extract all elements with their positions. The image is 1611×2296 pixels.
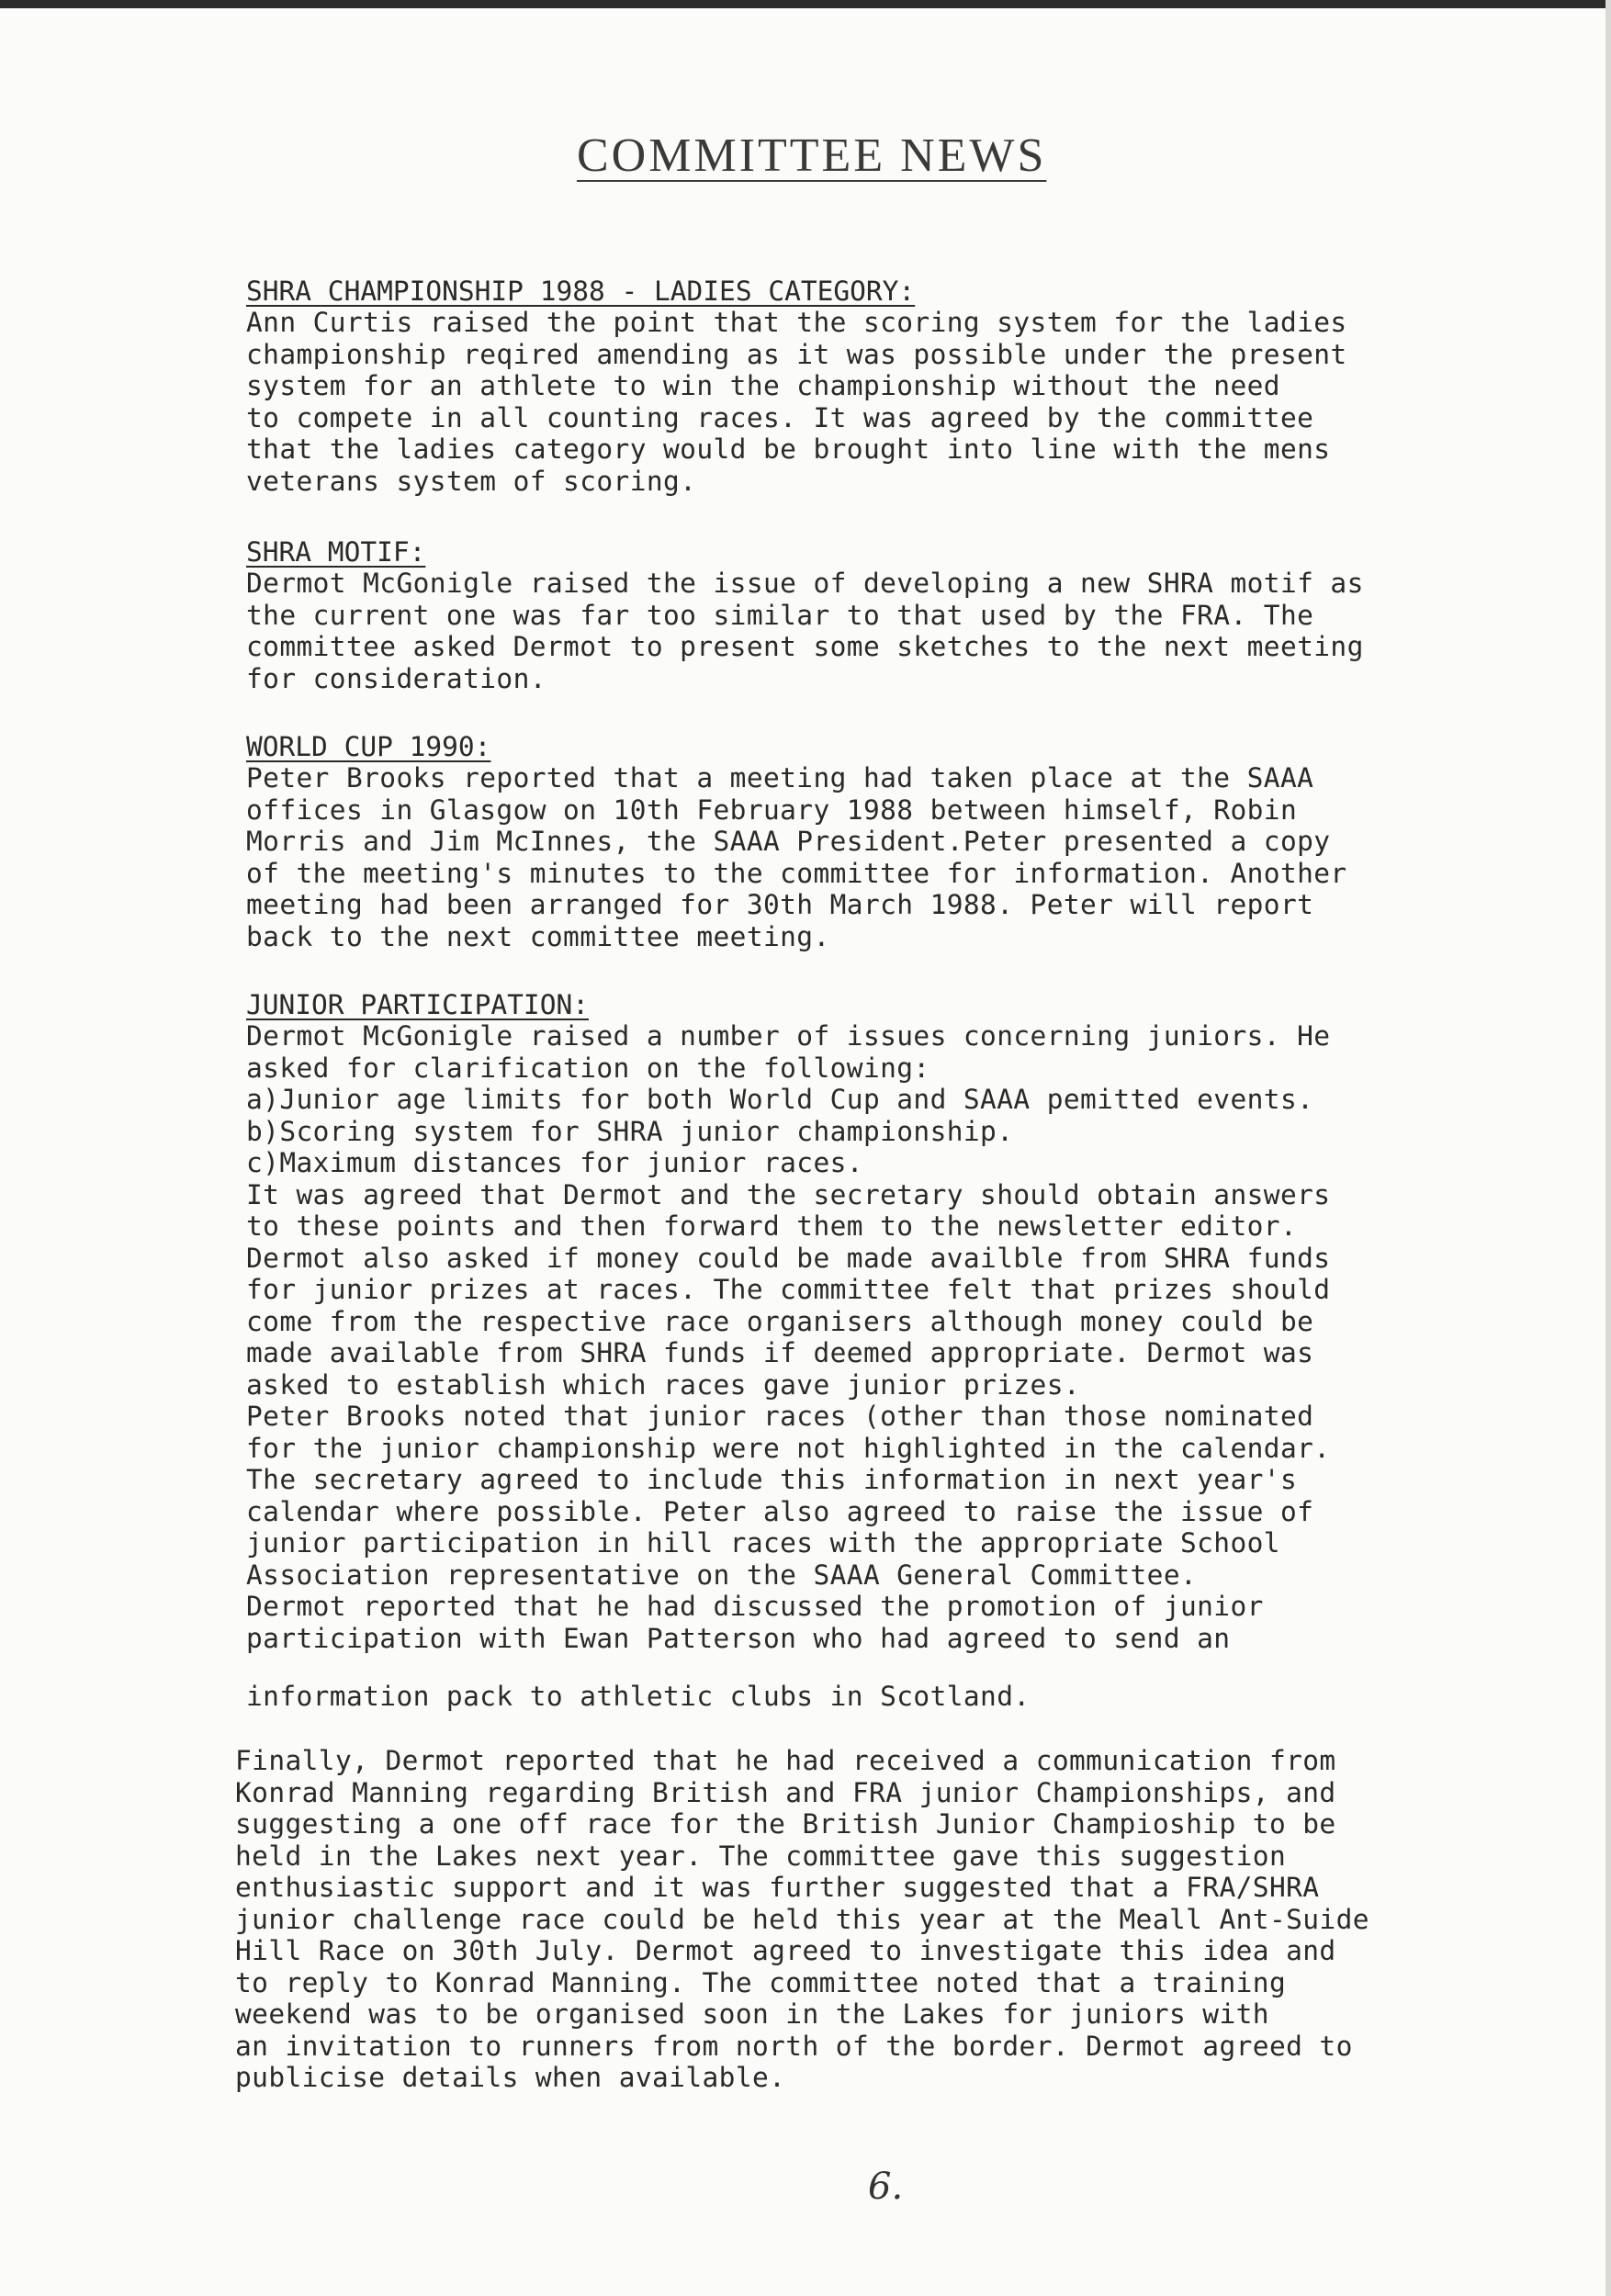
section-heading: JUNIOR PARTICIPATION: <box>246 989 589 1020</box>
body-line: c)Maximum distances for junior races. <box>246 1147 863 1178</box>
body-line: b)Scoring system for SHRA junior championship. <box>246 1115 1014 1147</box>
body-line: committee asked Dermot to present some sketches to the next meeting <box>246 631 1364 662</box>
body-line: meeting had been arranged for 30th March 1988. Peter will report <box>246 889 1314 920</box>
body-line: the current one was far too similar to that used by the FRA. The <box>246 599 1314 631</box>
body-line: for the junior championship were not highlighted in the calendar. <box>246 1432 1331 1464</box>
section-shra-motif <box>246 536 1550 694</box>
section-heading: SHRA MOTIF: <box>246 536 426 568</box>
body-line: an invitation to runners from north of the border. Dermot agreed to <box>235 2030 1353 2062</box>
body-line: publicise details when available. <box>235 2062 786 2093</box>
body-line: Peter Brooks noted that junior races (other than those nominated <box>246 1401 1314 1432</box>
body-line: Dermot also asked if money could be made availble from SHRA funds <box>246 1242 1331 1274</box>
section-continuation <box>246 1681 1550 1713</box>
body-line: a)Junior age limits for both World Cup and SAAA pemitted events. <box>246 1084 1314 1115</box>
body-line: weekend was to be organised soon in the Lakes for juniors with <box>235 1998 1269 2030</box>
body-line: for consideration. <box>246 662 546 694</box>
body-line: for junior prizes at races. The committee felt that prizes should <box>246 1274 1331 1305</box>
body-line: suggesting a one off race for the British Junior Champioship to be <box>235 1808 1336 1840</box>
body-line: Ann Curtis raised the point that the scoring system for the ladies <box>246 307 1347 338</box>
section-finally <box>235 1745 1539 2094</box>
body-line: to these points and then forward them to the newsletter editor. <box>246 1210 1298 1242</box>
section-heading: WORLD CUP 1990: <box>246 731 491 762</box>
body-line: Konrad Manning regarding British and FRA junior Championships, and <box>235 1776 1336 1808</box>
body-line: Finally, Dermot reported that he had received a communication from <box>235 1745 1336 1776</box>
body-line: junior challenge race could be held this year at the Meall Ant-Suide <box>235 1903 1369 1935</box>
body-line: veterans system of scoring. <box>246 465 697 497</box>
section-world-cup <box>246 731 1550 952</box>
body-line: The secretary agreed to include this information in next year's <box>246 1464 1298 1495</box>
section-ladies-championship <box>246 276 1550 497</box>
body-line: asked for clarification on the following: <box>246 1052 930 1084</box>
body-line: system for an athlete to win the championship without the need <box>246 370 1280 401</box>
body-line: Association representative on the SAAA General Committee. <box>246 1559 1198 1591</box>
body-line: Dermot reported that he had discussed the promotion of junior <box>246 1591 1264 1622</box>
body-line: participation with Ewan Patterson who had agreed to send an <box>246 1622 1231 1654</box>
body-line: calendar where possible. Peter also agreed to raise the issue of <box>246 1495 1314 1527</box>
body-line: held in the Lakes next year. The committee gave this suggestion <box>235 1840 1287 1872</box>
body-line: Dermot McGonigle raised the issue of developing a new SHRA motif as <box>246 568 1364 599</box>
body-line: made available from SHRA funds if deemed appropriate. Dermot was <box>246 1337 1314 1368</box>
body-line: Dermot McGonigle raised a number of issues concerning juniors. He <box>246 1020 1331 1052</box>
body-line: enthusiastic support and it was further suggested that a FRA/SHRA <box>235 1872 1320 1903</box>
body-line: come from the respective race organisers although money could be <box>246 1305 1314 1337</box>
scan-top-edge <box>0 0 1611 8</box>
body-line: of the meeting's minutes to the committee for information. Another <box>246 857 1347 889</box>
body-line: offices in Glasgow on 10th February 1988 between himself, Robin <box>246 793 1298 826</box>
page-title: COMMITTEE NEWS <box>577 129 1047 182</box>
body-line: information pack to athletic clubs in Scotland. <box>246 1681 1031 1712</box>
body-line: that the ladies category would be brought into line with the mens <box>246 433 1331 465</box>
body-line: junior participation in hill races with the appropriate School <box>246 1527 1280 1559</box>
body-line: Peter Brooks reported that a meeting had taken place at the SAAA <box>246 762 1314 793</box>
body-line: to reply to Konrad Manning. The committee noted that a training <box>235 1966 1287 1998</box>
body-line: Morris and Jim McInnes, the SAAA President.Peter presented a copy <box>246 826 1331 857</box>
body-line: Hill Race on 30th July. Dermot agreed to investigate this idea and <box>235 1935 1336 1966</box>
body-line: asked to establish which races gave junior prizes. <box>246 1368 1081 1401</box>
scan-right-edge <box>1605 0 1611 2296</box>
body-line: back to the next committee meeting. <box>246 920 830 952</box>
page-number: 6. <box>868 2166 904 2208</box>
body-line: championship reqired amending as it was possible under the present <box>246 338 1347 370</box>
section-heading: SHRA CHAMPIONSHIP 1988 - LADIES CATEGORY: <box>246 276 916 307</box>
body-line: to compete in all counting races. It was agreed by the committee <box>246 401 1314 433</box>
body-line: It was agreed that Dermot and the secretary should obtain answers <box>246 1178 1331 1210</box>
section-junior-participation <box>246 989 1550 1654</box>
